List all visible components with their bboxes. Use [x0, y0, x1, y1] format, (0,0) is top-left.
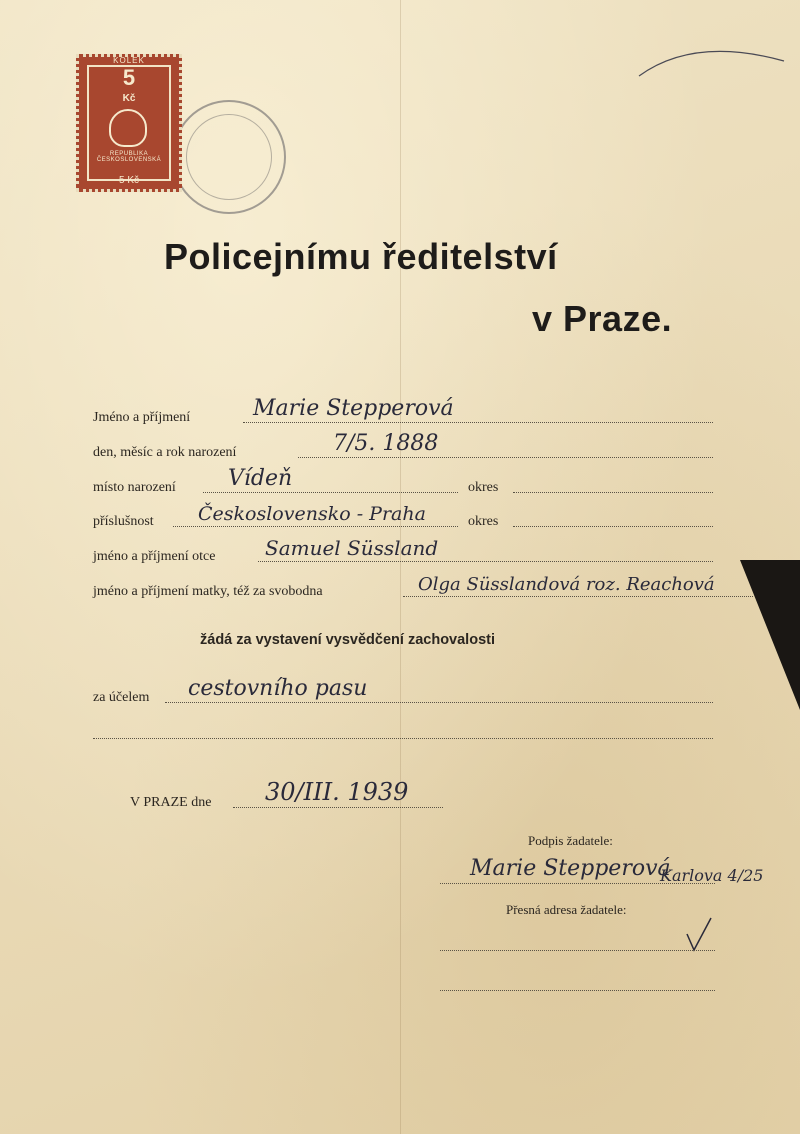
stamp-republic-text: REPUBLIKA ČESKOSLOVENSKÁ: [96, 151, 162, 163]
field-citizenship-value: Československo - Praha: [198, 503, 426, 525]
address-value: Karlova 4/25: [660, 866, 764, 885]
field-purpose-value: cestovního pasu: [188, 676, 368, 701]
stamp-top-label: KOLEK: [113, 56, 145, 65]
field-place-date-label: V PRAZE dne: [130, 795, 212, 810]
field-mother-label: jméno a příjmení matky, též za svobodna: [93, 584, 323, 599]
field-father: [93, 536, 713, 565]
field-birth-date-label: den, měsíc a rok narození: [93, 445, 237, 460]
field-birth-date-line: [298, 457, 713, 458]
field-birth-place-label: místo narození: [93, 480, 176, 495]
stamp-currency: Kč: [122, 93, 136, 104]
field-purpose: [93, 676, 713, 706]
address-label: Přesná adresa žadatele:: [506, 902, 627, 917]
revenue-stamp: [76, 54, 182, 192]
pencil-mark: [634, 36, 794, 96]
field-citizenship-label: příslušnost: [93, 514, 154, 529]
address-line-2: [440, 990, 715, 991]
signature-value: Marie Stepperová: [470, 856, 671, 881]
field-name-value: Marie Stepperová: [253, 396, 454, 421]
request-text: žádá za vystavení vysvědčení zachovalosti: [200, 632, 495, 648]
field-purpose-line-2: [93, 738, 713, 739]
field-name-line: [243, 422, 713, 423]
field-name-label: Jméno a příjmení: [93, 410, 191, 425]
signature-label: Podpis žadatele:: [528, 833, 613, 848]
field-father-value: Samuel Süssland: [265, 536, 439, 560]
postmark-icon: [172, 100, 286, 214]
field-name: [93, 396, 713, 426]
stamp-value: 5: [122, 65, 136, 90]
field-citizenship: [93, 503, 713, 530]
field-place-date-value: 30/III. 1939: [265, 778, 409, 806]
address-line-1: [440, 950, 715, 951]
addressee-line-1: Policejnímu ředitelství: [164, 236, 558, 277]
field-birth-place-value: Vídeň: [228, 466, 293, 491]
field-citizenship-okres-line: [513, 526, 713, 527]
field-birth-date: [93, 431, 713, 461]
field-mother: [93, 574, 753, 600]
field-birth-date-value: 7/5. 1888: [333, 431, 439, 456]
field-citizenship-line: [173, 526, 458, 527]
field-father-label: jméno a příjmení otce: [93, 549, 216, 564]
field-purpose-label: za účelem: [93, 690, 150, 705]
lion-emblem-icon: [109, 109, 147, 147]
field-purpose-line: [165, 702, 713, 703]
addressee-line-2: v Praze.: [532, 298, 673, 339]
field-citizenship-okres-label: okres: [468, 514, 499, 529]
field-mother-value: Olga Süsslandová roz. Reachová: [418, 574, 715, 595]
field-birth-place-okres-label: okres: [468, 480, 499, 495]
field-place-date: [130, 778, 450, 811]
field-place-date-line: [233, 807, 443, 808]
stamp-bottom-text: 5 Kč: [118, 175, 139, 186]
paper-fold: [400, 0, 401, 1134]
field-birth-place: [93, 466, 713, 496]
field-mother-line: [403, 596, 753, 597]
field-birth-place-line: [203, 492, 458, 493]
check-mark-icon: [684, 914, 714, 954]
field-birth-place-okres-line: [513, 492, 713, 493]
field-father-line: [258, 561, 713, 562]
